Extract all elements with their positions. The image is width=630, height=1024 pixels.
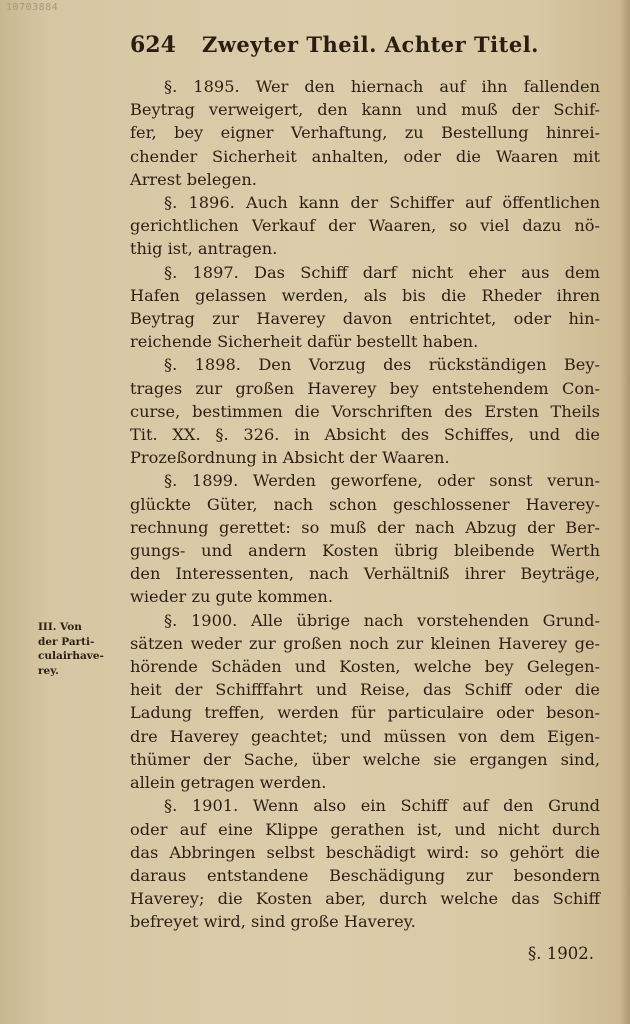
text-line: Haverey; die Kosten aber, durch welche das Schiff xyxy=(130,889,600,909)
text-line: sätzen weder zur großen noch zur kleinen Haverey ge- xyxy=(130,633,600,653)
text-line: gungs- und andern Kosten übrig bleibende Werth xyxy=(130,541,600,561)
paragraph-1896 xyxy=(130,191,600,261)
margin-note-line: der Parti- xyxy=(38,635,95,648)
text-line: dre Haverey geachtet; und müssen von dem Eigen- xyxy=(130,726,600,746)
text-line: oder auf eine Klippe gerathen ist, und nicht durch xyxy=(130,819,600,839)
text-line: Ladung treffen, werden für particulaire oder beson- xyxy=(130,703,600,723)
text-line: daraus entstandene Beschädigung zur besondern xyxy=(130,865,600,885)
catchword: §. 1902. xyxy=(528,944,594,963)
paragraph-1900 xyxy=(130,609,600,795)
text-line: gerichtlichen Verkauf der Waaren, so viel dazu nö- xyxy=(130,216,600,236)
body-text xyxy=(130,75,600,934)
text-line: Beytrag verweigert, den kann und muß der Schif- xyxy=(130,100,600,120)
text-line: glückte Güter, nach schon geschlossener Haverey- xyxy=(130,494,600,514)
text-line: rechnung gerettet: so muß der nach Abzug der Ber- xyxy=(130,517,600,537)
text-line: §. 1900. Alle übrige nach vorstehenden Grund- xyxy=(164,610,600,630)
text-line: heit der Schifffahrt und Reise, das Schiff oder die xyxy=(130,680,600,700)
text-line: Tit. XX. §. 326. in Absicht des Schiffes, und die xyxy=(130,425,600,445)
text-line: hörende Schäden und Kosten, welche bey Gelegen- xyxy=(130,657,600,677)
page-header xyxy=(130,32,600,62)
text-line: trages zur großen Haverey bey entstehendem Con- xyxy=(130,378,600,398)
text-line: allein getragen werden. xyxy=(130,773,327,793)
paragraph-1897 xyxy=(130,261,600,354)
text-line: §. 1897. Das Schiff darf nicht eher aus dem xyxy=(164,262,600,282)
text-line: befreyet wird, sind große Haverey. xyxy=(130,912,416,932)
text-line: reichende Sicherheit dafür bestellt haben. xyxy=(130,332,479,352)
text-line: wieder zu gute kommen. xyxy=(130,587,333,607)
text-line: §. 1899. Werden geworfene, oder sonst verun- xyxy=(164,471,600,491)
margin-note-line: culairhave- xyxy=(38,650,104,662)
paragraph-1899 xyxy=(130,469,600,608)
page-number: 624 xyxy=(130,32,176,58)
page-edge-shadow xyxy=(620,0,630,1024)
text-line: §. 1896. Auch kann der Schiffer auf öffentlichen xyxy=(164,193,600,213)
text-line: fer, bey eigner Verhaftung, zu Bestellung hinrei- xyxy=(130,123,600,143)
text-line: §. 1898. Den Vorzug des rückständigen Bey- xyxy=(164,355,600,375)
text-line: §. 1895. Wer den hiernach auf ihn fallenden xyxy=(164,77,600,96)
margin-note xyxy=(38,620,120,678)
running-head: Zweyter Theil. Achter Titel. xyxy=(202,32,539,57)
paragraph-1898 xyxy=(130,353,600,469)
margin-note-line: III. Von xyxy=(38,621,82,633)
text-line: den Interessenten, nach Verhältniß ihrer Beyträge, xyxy=(130,564,600,584)
paragraph-1895 xyxy=(130,75,600,191)
text-line: thig ist, antragen. xyxy=(130,239,278,259)
text-line: das Abbringen selbst beschädigt wird: so gehört die xyxy=(130,842,600,862)
margin-note-line: rey. xyxy=(38,664,59,677)
text-line: Hafen gelassen werden, als bis die Rheder ihren xyxy=(130,285,600,305)
text-line: Beytrag zur Haverey davon entrichtet, oder hin- xyxy=(130,309,600,329)
text-line: Prozeßordnung in Absicht der Waaren. xyxy=(130,448,450,468)
text-line: chender Sicherheit anhalten, oder die Waaren mit xyxy=(130,146,600,166)
text-line: §. 1901. Wenn also ein Schiff auf den Grund xyxy=(164,796,600,816)
text-line: curse, bestimmen die Vorschriften des Ersten Theils xyxy=(130,401,600,421)
text-line: thümer der Sache, über welche sie ergangen sind, xyxy=(130,749,600,769)
library-stamp: 10703884 xyxy=(6,2,59,13)
text-line: Arrest belegen. xyxy=(130,169,257,189)
paragraph-1901 xyxy=(130,794,600,933)
